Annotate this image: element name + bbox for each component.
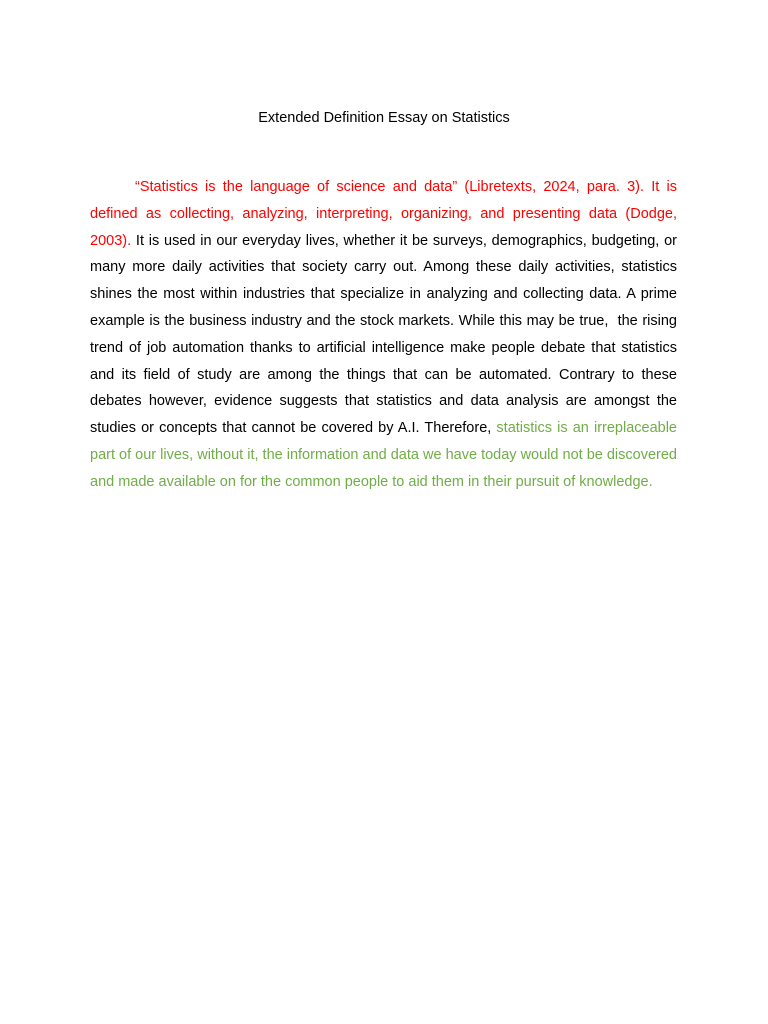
thesis-sentence: statistics is an irreplaceable part of our lives, without it, the information and data we have today would not be discovered and made available on for the common people to aid them in their pursuit of knowledge. bbox=[90, 420, 682, 490]
essay-title: Extended Definition Essay on Statistics bbox=[258, 110, 510, 126]
essay-paragraph bbox=[90, 174, 682, 496]
citation-sentences: “Statistics is the language of science and data” (Libretexts, 2024, para. 3). It is defined as collecting, analyzing, interpreting, organizing, and presenting data (Dodge, 2003). bbox=[90, 179, 682, 249]
body-sentences: It is used in our everyday lives, whether it be surveys, demographics, budgeting, or many more daily activities that society carry out. Among these daily activities, statistics shines the most within industries that specialize in analyzing and collecting data. A prime example is the business industry and the stock markets. While this may be true, the rising trend of job automation thanks to artificial intelligence make people debate that statistics and its field of study are among the things that can be automated. Contrary to these debates however, evidence suggests that statistics and data analysis are amongst the studies or concepts that cannot be covered by A.I. Therefore, bbox=[90, 232, 682, 437]
